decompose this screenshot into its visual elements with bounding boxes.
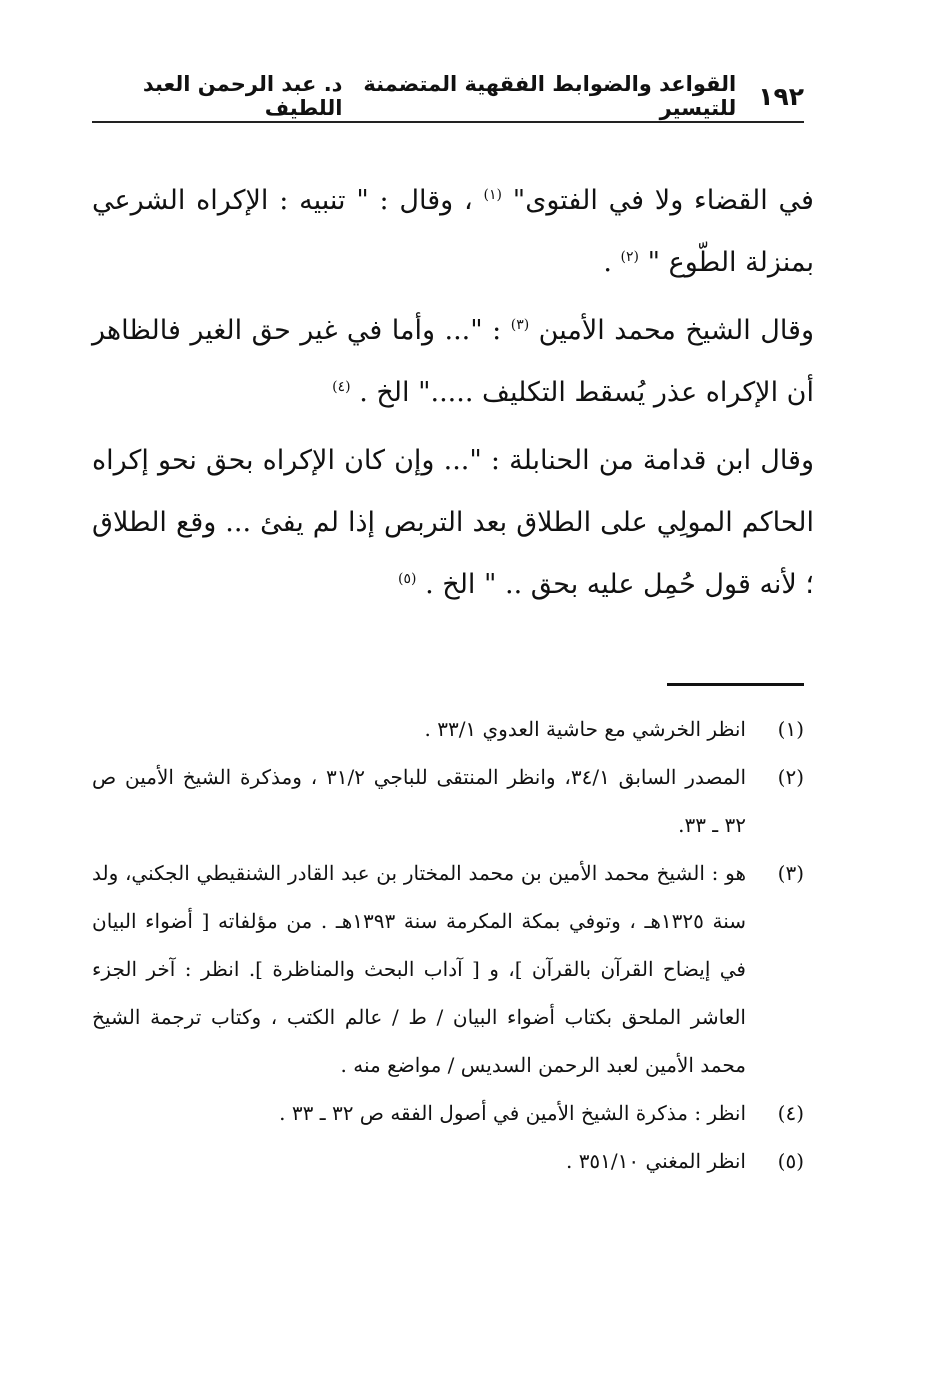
header-right-group (342, 72, 804, 120)
book-title: القواعد والضوابط الفقهية المتضمنة للتيسير (363, 72, 737, 120)
footnote-text: انظر الخرشي مع حاشية العدوي ٣٣/١ . (424, 717, 746, 741)
footnote-3 (92, 849, 804, 1089)
footnote-marker-4: (٤) (332, 379, 351, 395)
running-header (92, 72, 804, 120)
footnote-4 (92, 1089, 804, 1137)
paragraph-text: في القضاء ولا في الفتوى" (512, 185, 814, 216)
footnote-text: المصدر السابق ٣٤/١، وانظر المنتقى للباجي ٣١/٢ ، ومذكرة الشيخ الأمين ص ٣٢ ـ ٣٣. (92, 765, 747, 837)
author-name: د. عبد الرحمن العبد اللطيف (142, 72, 343, 120)
footnote-text: انظر المغني ٣٥١/١٠ . (565, 1149, 746, 1173)
footnote-number: (٣) (777, 861, 804, 885)
footnote-marker-3: (٣) (510, 317, 530, 333)
footnote-1 (92, 705, 804, 753)
footnotes-section (92, 705, 804, 1185)
paragraph-1 (92, 170, 814, 294)
paragraph-text: . (603, 247, 612, 278)
paragraph-text: وقال ابن قدامة من الحنابلة : "... وإن كان الإكراه بحق نحو إكراه الحاكم المولِي على الطلاق بعد التربص إذا لم يفئ ... وقع الطلاق ؛ لأنه قول حُمِل عليه بحق .. " الخ . (92, 445, 814, 600)
page-number: ١٩٢ (758, 81, 804, 111)
footnote-text: هو : الشيخ محمد الأمين بن محمد المختار بن عبد القادر الشنقيطي الجكني، ولد سنة ١٣٢٥هـ ، وتوفي بمكة المكرمة سنة ١٣٩٣هـ . من مؤلفاته [ أضواء البيان في إيضاح القرآن بالقرآن ]، و [ آداب البحث والمناظرة ]. انظر : آخر الجزء العاشر الملحق بكتاب أضواء البيان / ط / عالم الكتب ، وكتاب ترجمة الشيخ محمد الأمين لعبد الرحمن السديس / مواضع منه . (92, 861, 746, 1077)
footnote-marker-2: (٢) (620, 249, 640, 265)
footnote-number: (٢) (777, 765, 804, 789)
footnote-number: (٥) (777, 1149, 804, 1173)
footnote-number: (٤) (777, 1101, 804, 1125)
footnote-separator (667, 683, 804, 686)
paragraph-text: ، وقال : " تنبيه : الإكراه الشرعي بمنزلة الطّوع " (92, 185, 814, 278)
paragraph-text: وقال الشيخ محمد الأمين (538, 315, 814, 346)
footnote-2 (92, 753, 804, 849)
footnote-marker-5: (٥) (398, 571, 417, 587)
footnote-marker-1: (١) (483, 187, 502, 203)
paragraph-text: : "... وأما في غير حق الغير فالظاهر أن الإكراه عذر يُسقط التكليف ....." الخ . (92, 315, 814, 408)
main-text (92, 170, 814, 622)
footnote-5 (92, 1137, 804, 1185)
footnote-number: (١) (777, 717, 804, 741)
paragraph-3 (92, 430, 814, 616)
footnote-text: انظر : مذكرة الشيخ الأمين في أصول الفقه ص ٣٢ ـ ٣٣ . (279, 1101, 746, 1125)
header-divider (92, 121, 804, 123)
paragraph-2 (92, 300, 814, 424)
